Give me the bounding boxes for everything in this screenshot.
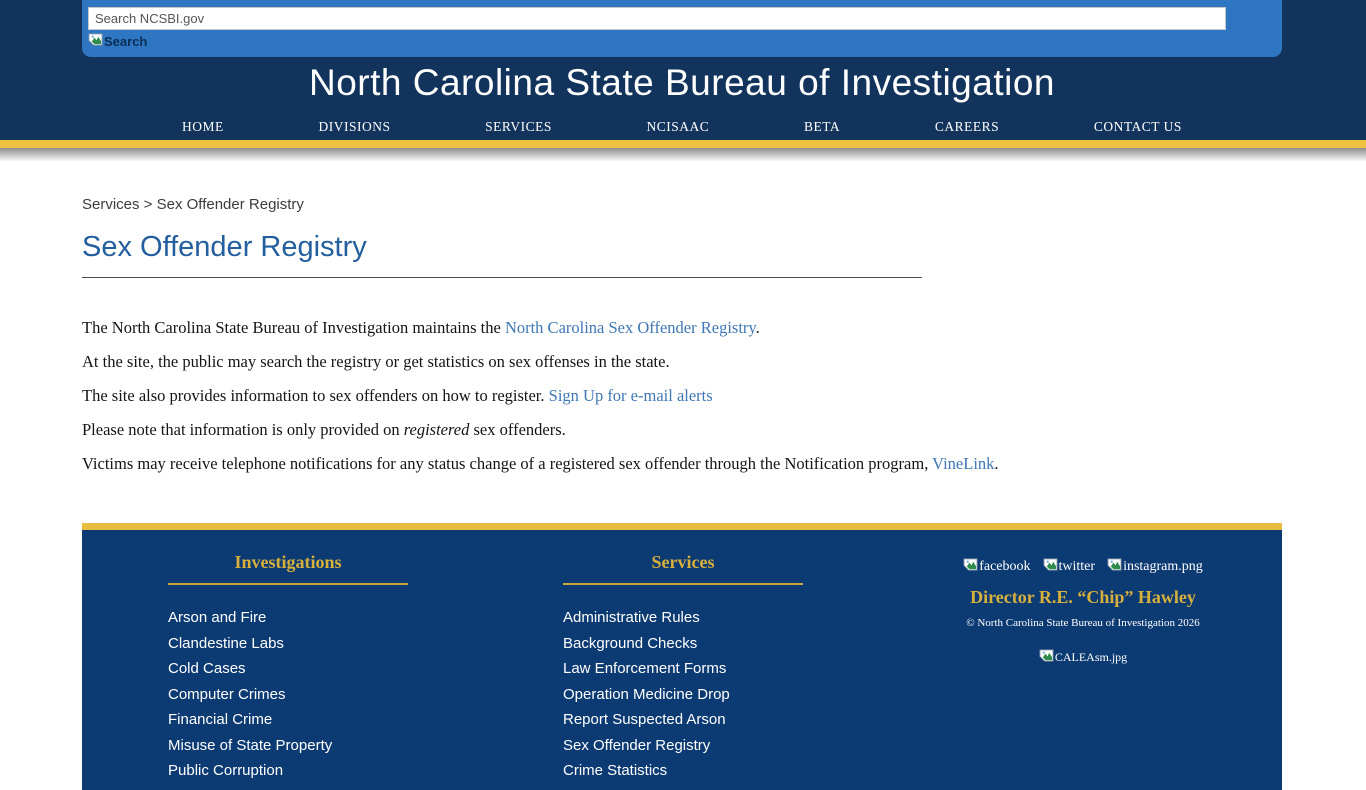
facebook-alt-text: facebook bbox=[979, 559, 1031, 574]
sex-offender-registry-link[interactable]: North Carolina Sex Offender Registry bbox=[504, 318, 756, 337]
email-alerts-link[interactable]: Sign Up for e-mail alerts bbox=[548, 386, 713, 405]
nav-item-services[interactable]: SERVICES bbox=[485, 119, 552, 134]
broken-image-icon bbox=[963, 558, 978, 576]
site-title: North Carolina State Bureau of Investigation bbox=[309, 62, 1055, 103]
breadcrumb: Services > Sex Offender Registry bbox=[82, 196, 304, 213]
paragraph-text: . bbox=[994, 454, 999, 473]
nav-item-divisions[interactable]: DIVISIONS bbox=[318, 119, 391, 134]
paragraph bbox=[82, 318, 1282, 337]
footer-heading-investigations: Investigations bbox=[168, 552, 408, 585]
footer-link-clandestine-labs[interactable]: Clandestine Labs bbox=[168, 634, 284, 652]
search-button[interactable] bbox=[88, 33, 147, 49]
footer-gold-bar bbox=[82, 523, 1282, 530]
broken-image-icon bbox=[1039, 649, 1054, 666]
footer-link-public-corruption[interactable]: Public Corruption bbox=[168, 762, 284, 779]
footer-column-info bbox=[903, 552, 1263, 666]
twitter-link[interactable] bbox=[1043, 558, 1096, 576]
broken-image-icon bbox=[1043, 558, 1058, 576]
paragraph-text: . bbox=[755, 318, 760, 337]
instagram-alt-text: instagram.png bbox=[1123, 559, 1203, 574]
nav-item-beta[interactable]: BETA bbox=[804, 119, 841, 134]
paragraph bbox=[82, 352, 1282, 371]
search-button-label: Search bbox=[104, 33, 148, 49]
footer-column-services bbox=[563, 552, 803, 784]
paragraph-text: At the site, the public may search the registry or get statistics on sex offenses in the state. bbox=[82, 352, 670, 371]
footer-link-crime-statistics[interactable]: Crime Statistics bbox=[563, 762, 668, 779]
twitter-alt-text: twitter bbox=[1058, 559, 1096, 574]
footer-link-misuse-of-state-property[interactable]: Misuse of State Property bbox=[168, 736, 333, 754]
footer-column-investigations bbox=[168, 552, 408, 784]
broken-image-icon bbox=[1107, 558, 1122, 576]
calea-alt-text: CALEAsm.jpg bbox=[1054, 650, 1128, 664]
paragraph-text: Please note that information is only provided on bbox=[82, 420, 404, 439]
nav-item-home[interactable]: HOME bbox=[182, 119, 224, 134]
search-bar bbox=[82, 0, 1282, 57]
page-title: Sex Offender Registry bbox=[82, 231, 922, 278]
footer-heading-services: Services bbox=[563, 552, 803, 585]
footer-link-report-suspected-arson[interactable]: Report Suspected Arson bbox=[563, 711, 726, 728]
instagram-link[interactable] bbox=[1107, 558, 1203, 576]
director-name: Director R.E. “Chip” Hawley bbox=[970, 587, 1196, 607]
calea-badge-link[interactable] bbox=[903, 649, 1263, 666]
paragraph bbox=[82, 420, 1282, 439]
copyright-notice: © North Carolina State Bureau of Investigation 2026 bbox=[966, 617, 1200, 629]
header bbox=[0, 0, 1366, 140]
footer bbox=[82, 523, 1282, 790]
nav-item-careers[interactable]: CAREERS bbox=[934, 119, 1000, 134]
broken-image-icon bbox=[88, 33, 103, 49]
gold-divider-bar bbox=[0, 140, 1366, 148]
paragraph bbox=[82, 454, 1282, 473]
nav-item-contact-us[interactable]: CONTACT US bbox=[1093, 119, 1182, 134]
footer-link-computer-crimes[interactable]: Computer Crimes bbox=[168, 685, 286, 703]
footer-link-law-enforcement-forms[interactable]: Law Enforcement Forms bbox=[563, 660, 727, 677]
paragraph-text: The North Carolina State Bureau of Investigation maintains the bbox=[82, 318, 505, 337]
main-nav bbox=[182, 119, 1182, 135]
footer-link-arson-and-fire[interactable]: Arson and Fire bbox=[168, 609, 267, 626]
footer-link-background-checks[interactable]: Background Checks bbox=[563, 634, 698, 652]
footer-link-cold-cases[interactable]: Cold Cases bbox=[168, 660, 246, 677]
header-shadow bbox=[0, 148, 1366, 162]
paragraph-text: sex offenders. bbox=[469, 420, 566, 439]
body-copy bbox=[82, 318, 1282, 473]
paragraph bbox=[82, 386, 1282, 405]
search-input[interactable] bbox=[88, 7, 1226, 30]
social-row bbox=[903, 558, 1263, 576]
footer-link-administrative-rules[interactable]: Administrative Rules bbox=[563, 609, 700, 626]
paragraph-text: The site also provides information to sex offenders on how to register. bbox=[82, 386, 549, 405]
footer-link-financial-crime[interactable]: Financial Crime bbox=[168, 711, 273, 728]
paragraph-text: Victims may receive telephone notifications for any status change of a registered sex offender through the Notification program, bbox=[82, 454, 933, 473]
footer-link-operation-medicine-drop[interactable]: Operation Medicine Drop bbox=[563, 685, 730, 703]
footer-link-sex-offender-registry[interactable]: Sex Offender Registry bbox=[563, 736, 711, 754]
nav-item-ncisaac[interactable]: NCISAAC bbox=[646, 119, 710, 134]
main-content bbox=[82, 162, 1282, 473]
registered-emphasis: registered bbox=[403, 420, 470, 439]
vinelink-link[interactable]: VineLink bbox=[932, 454, 995, 473]
facebook-link[interactable] bbox=[963, 558, 1030, 576]
